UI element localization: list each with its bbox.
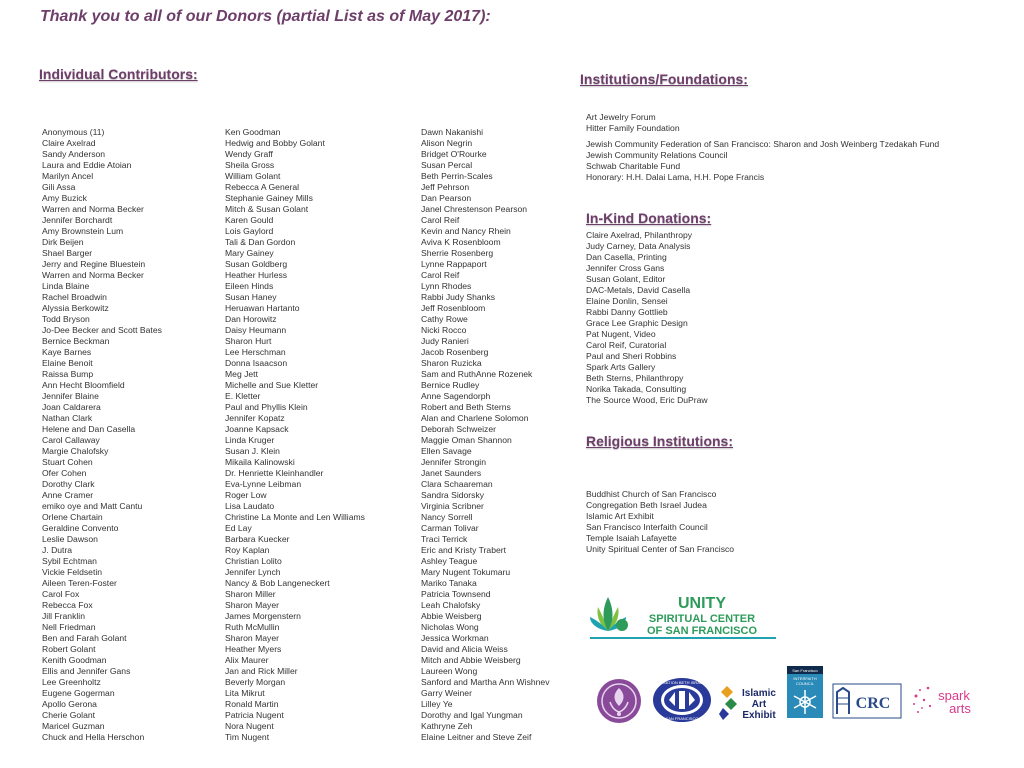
list-item: Unity Spiritual Center of San Francisco	[586, 544, 735, 554]
list-item: Laura and Eddie Atoian	[42, 160, 132, 170]
list-item: Apollo Gerona	[42, 699, 97, 709]
list-item: Islamic Art Exhibit	[586, 511, 654, 521]
list-item: emiko oye and Matt Cantu	[42, 501, 143, 511]
list-item: Susan Haney	[225, 292, 277, 302]
list-item: Beth Sterns, Philanthropy	[586, 373, 684, 383]
list-item: Pat Nugent, Video	[586, 329, 656, 339]
list-item: Sharon Mayer	[225, 600, 279, 610]
list-item: Jewish Community Relations Council	[586, 150, 728, 160]
list-item: Jennifer Borchardt	[42, 215, 113, 225]
list-item: Judy Carney, Data Analysis	[586, 241, 691, 251]
list-item: Susan Goldberg	[225, 259, 288, 269]
unity-logo-line3: OF SAN FRANCISCO	[647, 625, 757, 637]
list-item: Jo-Dee Becker and Scott Bates	[42, 325, 162, 335]
institutions-list-1	[586, 112, 680, 134]
lotus-icon	[590, 597, 628, 631]
list-item: Ofer Cohen	[42, 468, 87, 478]
list-item: Janel Chrestenson Pearson	[421, 204, 528, 214]
list-item: Dorothy and Igal Yungman	[421, 710, 523, 720]
list-item: Wendy Graff	[225, 149, 273, 159]
list-item: Chuck and Hella Herschon	[42, 732, 145, 742]
list-item: Jeff Pehrson	[421, 182, 470, 192]
list-item: Orlene Chartain	[42, 512, 103, 522]
list-item: Daisy Heumann	[225, 325, 287, 335]
list-item: Sam and RuthAnne Rozenek	[421, 369, 533, 379]
list-item: Jeff Rosenbloom	[421, 303, 486, 313]
list-item: Ed Lay	[225, 523, 252, 533]
list-item: Nora Nugent	[225, 721, 274, 731]
list-item: Maricel Guzman	[42, 721, 105, 731]
list-item: Gili Assa	[42, 182, 76, 192]
individual-column-3	[421, 127, 550, 743]
religious-heading: Religious Institutions:	[586, 433, 733, 449]
list-item: Cherie Golant	[42, 710, 96, 720]
list-item: Honorary: H.H. Dalai Lama, H.H. Pope Francis	[586, 172, 765, 182]
list-item: Karen Gould	[225, 215, 274, 225]
list-item: Dan Horowitz	[225, 314, 277, 324]
list-item: Sharon Mayer	[225, 633, 279, 643]
list-item: Ellen Savage	[421, 446, 472, 456]
list-item: Raissa Bump	[42, 369, 94, 379]
list-item: Garry Weiner	[421, 688, 472, 698]
list-item: Eileen Hinds	[225, 281, 274, 291]
list-item: Elaine Donlin, Sensei	[586, 296, 668, 306]
list-item: Anonymous (11)	[42, 127, 105, 137]
list-item: Hitter Family Foundation	[586, 123, 680, 133]
list-item: Kevin and Nancy Rhein	[421, 226, 511, 236]
sf-interfaith-council-logo	[787, 666, 823, 718]
list-item: Lilley Ye	[421, 699, 453, 709]
islamic-logo-line2: Art	[751, 699, 767, 710]
list-item: Schwab Charitable Fund	[586, 161, 681, 171]
interfaith-logo-bottom: COUNCIL	[795, 681, 815, 686]
interfaith-logo-mid: INTERFAITH	[793, 676, 817, 681]
list-item: Linda Blaine	[42, 281, 90, 291]
list-item: Kenith Goodman	[42, 655, 107, 665]
list-item: Abbie Weisberg	[421, 611, 482, 621]
list-item: Margie Chalofsky	[42, 446, 109, 456]
list-item: Janet Saunders	[421, 468, 482, 478]
list-item: Claire Axelrad	[42, 138, 96, 148]
list-item: Sandy Anderson	[42, 149, 106, 159]
list-item: Tali & Dan Gordon	[225, 237, 296, 247]
list-item: Elaine Benoit	[42, 358, 93, 368]
list-item: Spark Arts Gallery	[586, 362, 656, 372]
list-item: Mikaila Kalinowski	[225, 457, 295, 467]
islamic-logo-line1: Islamic	[742, 688, 776, 699]
list-item: Buddhist Church of San Francisco	[586, 489, 717, 499]
list-item: Mary Gainey	[225, 248, 274, 258]
list-item: Carol Fox	[42, 589, 80, 599]
list-item: Paul and Sheri Robbins	[586, 351, 677, 361]
list-item: San Francisco Interfaith Council	[586, 522, 708, 532]
list-item: Clara Schaareman	[421, 479, 493, 489]
buddhist-church-logo	[596, 678, 642, 724]
islamic-logo-line3: Exhibit	[742, 710, 776, 721]
list-item: Sherrie Rosenberg	[421, 248, 494, 258]
list-item: Stephanie Gainey Mills	[225, 193, 313, 203]
list-item: Christine La Monte and Len Williams	[225, 512, 365, 522]
unity-spiritual-center-logo	[590, 593, 780, 641]
list-item: Maggie Oman Shannon	[421, 435, 512, 445]
list-item: Dan Pearson	[421, 193, 472, 203]
list-item: Joanne Kapsack	[225, 424, 289, 434]
jcrc-logo-text: CRC	[855, 695, 891, 712]
list-item: Dan Casella, Printing	[586, 252, 667, 262]
list-item: Paul and Phyllis Klein	[225, 402, 308, 412]
list-item: Michelle and Sue Kletter	[225, 380, 319, 390]
list-item: Kaye Barnes	[42, 347, 92, 357]
religious-list	[586, 489, 734, 555]
list-item: Patricia Nugent	[225, 710, 284, 720]
list-item: Ashley Teague	[421, 556, 478, 566]
list-item: Amy Buzick	[42, 193, 87, 203]
list-item: Dirk Beijen	[42, 237, 84, 247]
list-item: Ronald Martin	[225, 699, 279, 709]
list-item: Lisa Laudato	[225, 501, 275, 511]
list-item: Warren and Norma Becker	[42, 270, 144, 280]
list-item: Heruawan Hartanto	[225, 303, 300, 313]
list-item: Lee Herschman	[225, 347, 286, 357]
list-item: Susan Percal	[421, 160, 473, 170]
list-item: Jennifer Blaine	[42, 391, 99, 401]
list-item: Helene and Dan Casella	[42, 424, 136, 434]
list-item: Norika Takada, Consulting	[586, 384, 687, 394]
list-item: William Golant	[225, 171, 281, 181]
list-item: Temple Isaiah Lafayette	[586, 533, 677, 543]
cbij-logo-bottom: SAN FRANCISCO	[665, 716, 699, 721]
list-item: Lois Gaylord	[225, 226, 274, 236]
list-item: Alan and Charlene Solomon	[421, 413, 529, 423]
page-title: Thank you to all of our Donors (partial List as of May 2017):	[40, 8, 491, 25]
list-item: Stuart Cohen	[42, 457, 93, 467]
list-item: Carol Reif	[421, 215, 460, 225]
list-item: Joan Caldarera	[42, 402, 101, 412]
list-item: Traci Terrick	[421, 534, 468, 544]
list-item: Judy Ranieri	[421, 336, 469, 346]
list-item: Susan J. Klein	[225, 446, 280, 456]
list-item: Jennifer Kopatz	[225, 413, 285, 423]
list-item: Roger Low	[225, 490, 267, 500]
list-item: Sandra Sidorsky	[421, 490, 485, 500]
list-item: Deborah Schweizer	[421, 424, 496, 434]
individual-heading: Individual Contributors:	[39, 66, 198, 82]
list-item: Meg Jett	[225, 369, 258, 379]
list-item: Lynn Rhodes	[421, 281, 472, 291]
list-item: Eva-Lynne Leibman	[225, 479, 302, 489]
list-item: J. Dutra	[42, 545, 73, 555]
list-item: Anne Sagendorph	[421, 391, 491, 401]
list-item: Claire Axelrad, Philanthropy	[586, 230, 693, 240]
list-item: Cathy Rowe	[421, 314, 468, 324]
list-item: Sheila Gross	[225, 160, 275, 170]
list-item: Lee Greenholtz	[42, 677, 101, 687]
list-item: Jerry and Regine Bluestein	[42, 259, 146, 269]
list-item: Anne Cramer	[42, 490, 94, 500]
list-item: Eric and Kristy Trabert	[421, 545, 507, 555]
list-item: Ben and Farah Golant	[42, 633, 127, 643]
list-item: Robert Golant	[42, 644, 96, 654]
list-item: Nell Friedman	[42, 622, 96, 632]
list-item: Congregation Beth Israel Judea	[586, 500, 707, 510]
list-item: Bernice Beckman	[42, 336, 110, 346]
list-item: Ken Goodman	[225, 127, 281, 137]
list-item: Carol Reif, Curatorial	[586, 340, 667, 350]
list-item: Jennifer Lynch	[225, 567, 281, 577]
list-item: Nancy & Bob Langeneckert	[225, 578, 330, 588]
list-item: Aileen Teren-Foster	[42, 578, 117, 588]
list-item: Jessica Workman	[421, 633, 489, 643]
list-item: E. Kletter	[225, 391, 261, 401]
list-item: Leah Chalofsky	[421, 600, 481, 610]
sparkle-icon	[913, 687, 931, 713]
list-item: Nancy Sorrell	[421, 512, 473, 522]
list-item: Laureen Wong	[421, 666, 478, 676]
list-item: Art Jewelry Forum	[586, 112, 656, 122]
list-item: Mariko Tanaka	[421, 578, 477, 588]
list-item: Jacob Rosenberg	[421, 347, 489, 357]
list-item: Lynne Rappaport	[421, 259, 487, 269]
list-item: Alix Maurer	[225, 655, 269, 665]
list-item: Bridget O'Rourke	[421, 149, 487, 159]
list-item: Todd Bryson	[42, 314, 90, 324]
list-item: Carol Callaway	[42, 435, 100, 445]
institutions-list-2	[586, 139, 939, 183]
list-item: Barbara Kuecker	[225, 534, 290, 544]
list-item: Ruth McMullin	[225, 622, 280, 632]
list-item: Jewish Community Federation of San Francisco: Sharon and Josh Weinberg Tzedakah Fund	[586, 139, 940, 149]
list-item: Tim Nugent	[225, 732, 270, 742]
list-item: Ellis and Jennifer Gans	[42, 666, 131, 676]
unity-logo-line2: SPIRITUAL CENTER	[648, 613, 756, 625]
list-item: DAC-Metals, David Casella	[586, 285, 691, 295]
list-item: Alison Negrin	[421, 138, 473, 148]
list-item: Lita Mikrut	[225, 688, 265, 698]
unity-logo-line1: UNITY	[678, 595, 726, 612]
list-item: Patricia Townsend	[421, 589, 491, 599]
individual-column-1	[42, 127, 162, 743]
list-item: Linda Kruger	[225, 435, 275, 445]
list-item: Robert and Beth Sterns	[421, 402, 511, 412]
jcrc-logo	[833, 684, 901, 718]
individual-column-2	[225, 127, 365, 743]
list-item: Mitch and Abbie Weisberg	[421, 655, 521, 665]
list-item: Jill Franklin	[42, 611, 85, 621]
list-item: Alyssia Berkowitz	[42, 303, 109, 313]
list-item: Kathryne Zeh	[421, 721, 473, 731]
islamic-art-exhibit-logo	[719, 680, 779, 722]
list-item: Warren and Norma Becker	[42, 204, 144, 214]
list-item: The Source Wood, Eric DuPraw	[586, 395, 708, 405]
list-item: Roy Kaplan	[225, 545, 270, 555]
list-item: Nicki Rocco	[421, 325, 467, 335]
list-item: Nathan Clark	[42, 413, 93, 423]
list-item: Jan and Rick Miller	[225, 666, 298, 676]
list-item: Carman Tolivar	[421, 523, 479, 533]
list-item: Sharon Ruzicka	[421, 358, 482, 368]
list-item: Beverly Morgan	[225, 677, 286, 687]
list-item: Sharon Hurt	[225, 336, 272, 346]
list-item: Grace Lee Graphic Design	[586, 318, 688, 328]
list-item: Jennifer Cross Gans	[586, 263, 665, 273]
list-item: Rebecca A General	[225, 182, 300, 192]
list-item: Geraldine Convento	[42, 523, 119, 533]
spark-logo-line2: arts	[949, 701, 971, 716]
cbij-logo-top: CONGREGATION BETH ISRAEL JUDEA	[645, 680, 719, 685]
list-item: Jennifer Strongin	[421, 457, 486, 467]
list-item: Heather Myers	[225, 644, 282, 654]
list-item: Heather Hurless	[225, 270, 288, 280]
list-item: Christian Lolito	[225, 556, 282, 566]
list-item: Sharon Miller	[225, 589, 276, 599]
institutions-heading: Institutions/Foundations:	[580, 71, 748, 87]
interfaith-logo-top: San Francisco	[792, 668, 818, 673]
list-item: Sanford and Martha Ann Wishnev	[421, 677, 550, 687]
list-item: James Morgenstern	[225, 611, 301, 621]
spark-logo-line1: spark	[938, 688, 970, 703]
list-item: Rebecca Fox	[42, 600, 93, 610]
spark-arts-logo	[910, 682, 978, 720]
list-item: Bernice Rudley	[421, 380, 480, 390]
list-item: Mitch & Susan Golant	[225, 204, 309, 214]
list-item: Aviva K Rosenbloom	[421, 237, 501, 247]
list-item: Virginia Scribner	[421, 501, 484, 511]
list-item: Ann Hecht Bloomfield	[42, 380, 125, 390]
list-item: Sybil Echtman	[42, 556, 97, 566]
list-item: Amy Brownstein Lum	[42, 226, 124, 236]
list-item: Mary Nugent Tokumaru	[421, 567, 511, 577]
list-item: Elaine Leitner and Steve Zeif	[421, 732, 532, 742]
list-item: Shael Barger	[42, 248, 93, 258]
list-item: Rachel Broadwin	[42, 292, 107, 302]
list-item: Beth Perrin-Scales	[421, 171, 493, 181]
list-item: Hedwig and Bobby Golant	[225, 138, 325, 148]
list-item: Rabbi Judy Shanks	[421, 292, 496, 302]
list-item: Donna Isaacson	[225, 358, 288, 368]
inkind-list	[586, 230, 708, 406]
cbij-logo	[645, 676, 719, 724]
list-item: Dr. Henriette Kleinhandler	[225, 468, 324, 478]
list-item: David and Alicia Weiss	[421, 644, 508, 654]
list-item: Leslie Dawson	[42, 534, 98, 544]
list-item: Eugene Gogerman	[42, 688, 115, 698]
list-item: Rabbi Danny Gottlieb	[586, 307, 668, 317]
inkind-heading: In-Kind Donations:	[586, 210, 712, 226]
list-item: Marilyn Ancel	[42, 171, 94, 181]
list-item: Vickie Feldsetin	[42, 567, 103, 577]
list-item: Susan Golant, Editor	[586, 274, 666, 284]
list-item: Nicholas Wong	[421, 622, 479, 632]
list-item: Carol Reif	[421, 270, 460, 280]
list-item: Dawn Nakanishi	[421, 127, 484, 137]
list-item: Dorothy Clark	[42, 479, 95, 489]
